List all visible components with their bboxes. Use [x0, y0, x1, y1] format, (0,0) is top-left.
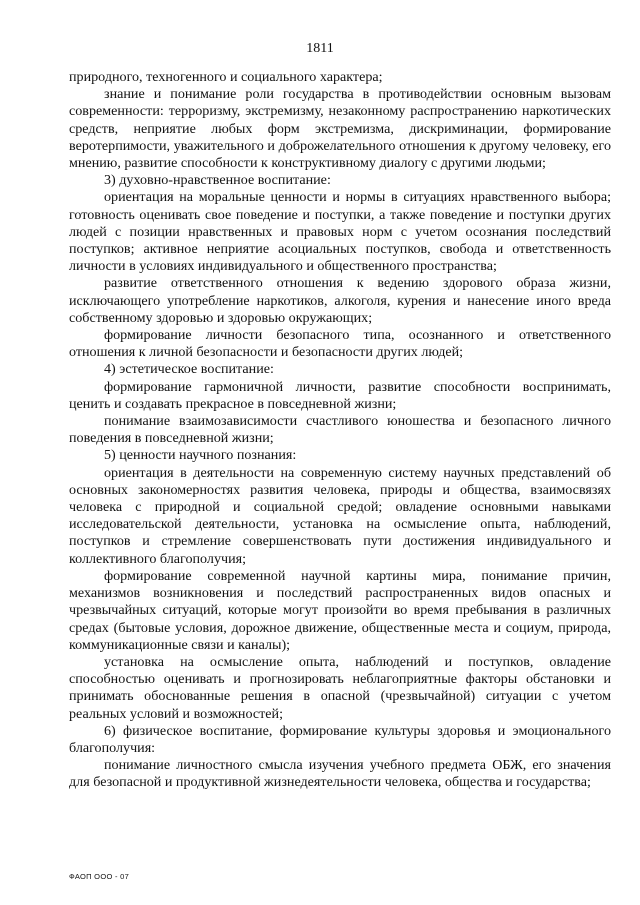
- section-heading-5: 5) ценности научного познания:: [104, 447, 297, 464]
- paragraph-15: понимание личностного смысла изучения учебного предмета ОБЖ, его значения для безопасной и продуктивной жизнедеятельности человека, общества и государства;: [69, 757, 611, 791]
- paragraph-8: формирование гармоничной личности, развитие способности воспринимать, ценить и создавать прекрасное в повседневной жизни;: [69, 378, 611, 412]
- footer-code: ФАОП ООО - 07: [69, 872, 130, 881]
- paragraph-6: формирование личности безопасного типа, осознанного и ответственного отношения к личной безопасности и безопасности других людей;: [69, 327, 611, 361]
- document-body: [69, 69, 611, 792]
- paragraph-13: установка на осмысление опыта, наблюдений и поступков, овладение способностью оценивать и прогнозировать неблагоприятные факторы обстановки и принимать обоснованные решения в опасной (чрезвычайной) ситуации с учетом реальных условий и возможностей;: [69, 653, 611, 722]
- paragraph-11: ориентация в деятельности на современную систему научных представлений об основных закономерностях развития человека, природы и общества, взаимосвязях человека с природной и социальной средой; овладение основными навыками исследовательской деятельности, установка на осмысление опыта, наблюдений, поступков и стремление совершенствовать пути достижения индивидуального и коллективного благополучия;: [69, 464, 611, 567]
- section-heading-4: 4) эстетическое воспитание:: [104, 361, 274, 378]
- paragraph-2: знание и понимание роли государства в противодействии основным вызовам современности: терроризму, экстремизму, незаконному распространению наркотических средств, неприятие любых форм экстремизма, дискриминации, формирование веротерпимости, уважительного и доброжелательного отношения к другому человеку, его мнению, развитие способности к конструктивному диалогу с другими людьми;: [69, 86, 611, 172]
- paragraph-1: природного, техногенного и социального характера;: [69, 69, 383, 85]
- section-heading-6: 6) физическое воспитание, формирование культуры здоровья и эмоционального благополучия:: [69, 722, 611, 756]
- paragraph-5: развитие ответственного отношения к ведению здорового образа жизни, исключающего употребление наркотиков, алкоголя, курения и нанесение иного вреда собственному здоровью и здоровью окружающих;: [69, 275, 611, 326]
- page-number: 1811: [306, 41, 334, 56]
- paragraph-12: формирование современной научной картины мира, понимание причин, механизмов возникновения и последствий распространенных видов опасных и чрезвычайных ситуаций, которые могут произойти во время пребывания в различных средах (бытовые условия, дорожное движение, общественные места и социум, природа, коммуникационные связи и каналы);: [69, 567, 611, 653]
- paragraph-4: ориентация на моральные ценности и нормы в ситуациях нравственного выбора; готовность оценивать свое поведение и поступки, а также поведение и поступки других людей с позиции нравственных и правовых норм с учетом осознания последствий поступков; активное неприятие асоциальных поступков, свобода и ответственность личности в условиях индивидуального и общественного пространства;: [69, 189, 611, 275]
- paragraph-9: понимание взаимозависимости счастливого юношества и безопасного личного поведения в повседневной жизни;: [69, 413, 611, 447]
- section-heading-3: 3) духовно-нравственное воспитание:: [104, 172, 331, 189]
